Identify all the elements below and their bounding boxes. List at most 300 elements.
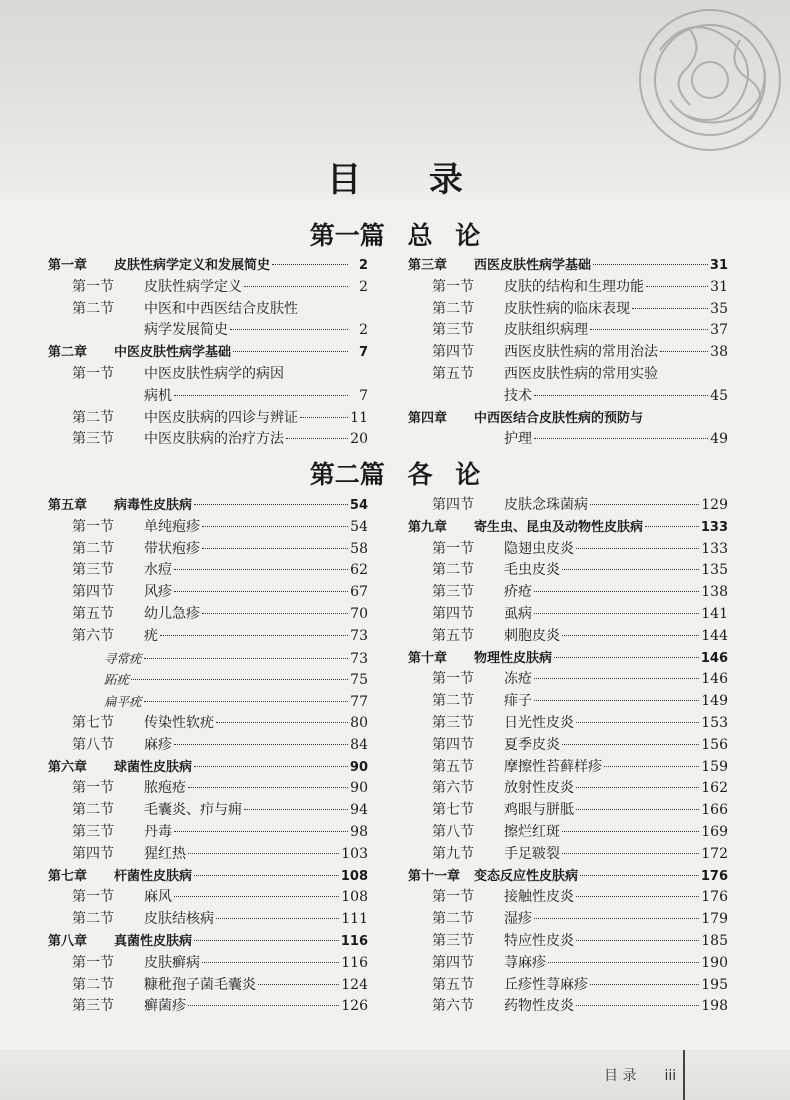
toc-entry-page: 179 [701,911,728,928]
toc-entry-number: 第十一章 [408,868,461,884]
toc-entry [408,560,728,582]
toc-entry-page: 62 [350,562,368,579]
toc-entry-page: 138 [701,584,728,601]
toc-entry-title: 虱病 [504,605,532,622]
toc-entry [408,364,728,386]
toc-entry-number: 第五节 [432,365,474,382]
toc-entry-title: 扁平疣 [104,694,142,710]
toc-entry-title: 护理 [504,431,532,448]
toc-entry [48,364,368,386]
toc-entry-number: 第一节 [72,954,114,971]
toc-entry-number: 第三节 [72,562,114,579]
toc-entry [408,604,728,626]
toc-entry-title: 脓疱疮 [144,780,186,797]
toc-entry-page: 103 [341,845,368,862]
toc-leader-dots [258,984,339,985]
toc-entry-page: 77 [350,694,368,711]
toc-entry [48,255,368,277]
toc-entry [408,386,728,408]
toc-entry-page: 146 [701,671,728,688]
toc-entry-number: 第七节 [72,714,114,731]
toc-entry-page: 185 [701,932,728,949]
toc-entry [408,648,728,670]
toc-entry-title: 西医皮肤性病学基础 [474,258,592,273]
toc-entry-page: 54 [350,518,368,535]
toc-entry-number: 第二章 [48,345,88,361]
toc-entry [48,866,368,888]
toc-entry-number: 第二节 [72,911,114,928]
toc-leader-dots [174,744,348,745]
toc-leader-dots [174,395,348,396]
toc-entry-title: 病学发展简史 [144,322,228,339]
toc-entry-title: 鸡眼与胼胝 [504,802,574,819]
toc-entry [408,909,728,931]
toc-entry-number: 第七节 [432,802,474,819]
toc-entry [48,517,368,539]
toc-entry-page: 126 [341,998,368,1015]
toc-entry-title: 寻常疣 [104,650,142,666]
toc-entry-title: 病机 [144,387,172,404]
toc-entry [408,255,728,277]
toc-leader-dots [188,853,339,854]
toc-entry-title: 中医皮肤病的四诊与辨证 [144,409,298,426]
toc-entry-number: 第一节 [72,780,114,797]
toc-entry-number: 第九节 [432,845,474,862]
toc-entry-page: 176 [701,889,728,906]
toc-entry [48,844,368,866]
toc-entry [48,277,368,299]
toc-leader-dots [144,658,348,659]
toc-entry-number: 第五节 [432,758,474,775]
toc-entry-title: 西医皮肤性病的常用实验 [504,365,658,382]
toc-entry-title: 摩擦性苔藓样疹 [504,758,602,775]
toc-entry-number: 第一节 [432,889,474,906]
toc-leader-dots [580,875,699,876]
toc-entry-page: 54 [349,498,368,513]
toc-leader-dots [230,329,348,330]
toc-entry-title: 疥疮 [504,584,532,601]
toc-entry-number: 第四节 [432,344,474,361]
toc-entry-page: 73 [350,650,368,667]
toc-leader-dots [144,701,348,702]
toc-leader-dots [576,896,699,897]
toc-entry-number: 第十章 [408,650,448,666]
toc-entry-page: 144 [701,627,728,644]
toc-entry-title: 中医和中西医结合皮肤性 [144,300,298,317]
toc-entry-title: 皮肤结核病 [144,911,214,928]
toc-entry-page: 159 [701,758,728,775]
toc-entry-page: 190 [701,954,728,971]
toc-leader-dots [244,286,348,287]
toc-entry-page: 135 [701,562,728,579]
toc-entry-number: 第三章 [408,258,448,273]
toc-entry [48,386,368,408]
toc-leader-dots [244,809,348,810]
toc-leader-dots [174,591,348,592]
toc-leader-dots [194,766,348,767]
toc-entry [408,342,728,364]
toc-entry-number: 第二节 [432,911,474,928]
toc-entry-page: 124 [341,976,368,993]
toc-entry [408,277,728,299]
toc-entry-number: 第二节 [72,802,114,819]
toc-leader-dots [576,722,699,723]
toc-entry-title: 皮肤性病学定义和发展简史 [114,258,271,273]
toc-entry-title: 皮肤性病的临床表现 [504,300,630,317]
toc-entry-title: 病毒性皮肤病 [114,498,193,513]
part-title-2: 第二篇 各 论 [309,460,481,489]
toc-entry [408,953,728,975]
toc-entry-page: 58 [350,540,368,557]
toc-entry-number: 第八节 [432,823,474,840]
toc-entry-number: 第二节 [432,300,474,317]
toc-entry-number: 第三节 [432,584,474,601]
toc-entry-number: 第四节 [432,497,474,513]
toc-entry-number: 第四节 [432,605,474,622]
toc-entry-page: 90 [350,780,368,797]
toc-leader-dots [562,635,699,636]
toc-entry-page: 67 [350,584,368,601]
toc-entry [48,560,368,582]
toc-entry-page: 162 [701,780,728,797]
toc-entry-page: 37 [710,322,728,339]
toc-entry [408,299,728,321]
toc-entry [408,822,728,844]
toc-entry-page: 195 [701,976,728,993]
toc-entry-title: 麻风 [144,889,172,906]
toc-entry-number: 第五节 [72,605,114,622]
toc-entry-title: 癣菌疹 [144,998,186,1015]
toc-entry-title: 隐翅虫皮炎 [504,540,574,557]
toc-leader-dots [160,635,348,636]
toc-entry-number: 第四节 [72,845,114,862]
toc-entry-number: 第一节 [432,671,474,688]
toc-leader-dots [202,962,339,963]
toc-entry-page: 2 [358,258,368,273]
toc-entry-page: 84 [350,736,368,753]
toc-entry-number: 第一节 [72,278,114,295]
toc-entry-title: 疣 [144,627,158,644]
toc-entry-page: 11 [350,409,368,426]
page-title: 目 录 [327,160,491,200]
toc-entry-title: 毛虫皮炎 [504,562,560,579]
toc-entry-title: 擦烂红斑 [504,823,560,840]
toc-leader-dots [590,329,708,330]
toc-entry-number: 第四节 [72,584,114,601]
toc-entry-page: 73 [350,627,368,644]
toc-entry-number: 第二节 [432,693,474,710]
toc-leader-dots [562,569,699,570]
part-title-1: 第一篇 总 论 [309,221,481,250]
toc-entry-page: 80 [350,714,368,731]
toc-entry-title: 中医皮肤病的治疗方法 [144,431,284,448]
toc-entry-page: 20 [350,431,368,448]
toc-entry-title: 夏季皮炎 [504,736,560,753]
toc-entry-number: 第三节 [72,998,114,1015]
toc-entry [48,429,368,451]
toc-leader-dots [590,984,699,985]
toc-entry [408,669,728,691]
toc-entry-number: 第二节 [72,540,114,557]
toc-entry-page: 31 [709,258,728,273]
toc-entry-page: 141 [701,605,728,622]
toc-entry-title: 冻疮 [504,671,532,688]
toc-entry-title: 幼儿急疹 [144,605,200,622]
toc-entry [48,778,368,800]
toc-leader-dots [272,264,348,265]
toc-entry-page: 156 [701,736,728,753]
toc-entry-number: 第一章 [48,258,88,273]
toc-leader-dots [576,548,699,549]
toc-leader-dots [660,351,708,352]
toc-entry-title: 中医皮肤性病学基础 [114,345,232,361]
toc-leader-dots [174,569,348,570]
toc-entry-number: 第四节 [432,736,474,753]
toc-leader-dots [548,962,699,963]
toc-entry [408,931,728,953]
toc-entry [408,757,728,779]
toc-entry [48,320,368,342]
toc-entry [48,539,368,561]
toc-entry [48,931,368,953]
toc-entry-title: 球菌性皮肤病 [114,759,193,775]
toc-entry-title: 变态反应性皮肤病 [474,868,579,884]
toc-entry-title: 真菌性皮肤病 [114,933,193,949]
toc-entry [48,495,368,517]
toc-entry-page: 149 [701,693,728,710]
toc-entry-title: 猩红热 [144,845,186,862]
toc-entry-title: 水痘 [144,562,172,579]
toc-leader-dots [534,678,699,679]
toc-entry-page: 98 [350,823,368,840]
toc-leader-dots [590,504,699,505]
toc-entry [408,866,728,888]
toc-entry-title: 接触性皮炎 [504,889,574,906]
toc-entry-title: 寄生虫、昆虫及动物性皮肤病 [474,519,644,535]
toc-entry [48,735,368,757]
toc-entry-number: 第三节 [72,431,114,448]
toc-leader-dots [562,744,699,745]
toc-entry-page: 45 [710,387,728,404]
toc-leader-dots [216,722,348,723]
toc-entry-number: 第六节 [432,780,474,797]
toc-entry-page: 2 [359,322,368,339]
toc-entry-number: 第九章 [408,519,448,535]
toc-leader-dots [562,853,699,854]
toc-entry-title: 风疹 [144,584,172,601]
toc-leader-dots [562,831,699,832]
toc-entry [408,429,728,451]
toc-leader-dots [202,526,348,527]
toc-entry-title: 带状疱疹 [144,540,200,557]
toc-entry-title: 放射性皮炎 [504,780,574,797]
toc-leader-dots [174,831,348,832]
toc-entry-page: 133 [700,519,728,535]
toc-entry-number: 第一节 [432,540,474,557]
toc-leader-dots [286,438,348,439]
toc-entry-title: 传染性软疣 [144,714,214,731]
toc-leader-dots [576,809,699,810]
toc-entry-title: 痱子 [504,693,532,710]
toc-entry-title: 单纯疱疹 [144,518,200,535]
toc-entry-title: 西医皮肤性病的常用治法 [504,344,658,361]
toc-entry-number: 第二节 [72,409,114,426]
toc-leader-dots [534,918,699,919]
toc-entry-number: 第七章 [48,868,88,884]
toc-entry-page: 70 [350,605,368,622]
toc-leader-dots [534,700,699,701]
toc-entry-title: 湿疹 [504,911,532,928]
toc-leader-dots [174,896,339,897]
toc-entry [408,735,728,757]
toc-entry-page: 169 [701,823,728,840]
toc-entry-number: 第四章 [408,410,448,426]
toc-entry [408,408,728,430]
toc-column-part1-right [408,255,728,451]
toc-entry [48,669,368,691]
toc-leader-dots [534,438,708,439]
toc-entry-page: 133 [701,540,728,557]
toc-entry [408,975,728,997]
toc-entry-number: 第二节 [432,562,474,579]
toc-leader-dots [534,395,708,396]
toc-entry-page: 146 [700,650,728,666]
toc-entry [408,996,728,1018]
toc-leader-dots [216,918,339,919]
toc-entry-page: 116 [340,933,368,949]
toc-entry-page: 94 [350,802,368,819]
toc-entry-title: 丘疹性荨麻疹 [504,976,588,993]
toc-leader-dots [645,526,699,527]
toc-entry-number: 第六节 [72,627,114,644]
toc-leader-dots [202,548,348,549]
toc-entry [48,342,368,364]
toc-entry-title: 皮肤念珠菌病 [504,497,588,513]
toc-entry-title: 中西医结合皮肤性病的预防与 [474,410,644,426]
toc-entry [48,800,368,822]
toc-entry-page: 108 [340,868,368,884]
toc-leader-dots [534,613,699,614]
footer-page-number: iii [664,1068,677,1084]
toc-entry-number: 第五节 [432,627,474,644]
toc-entry-page: 38 [710,344,728,361]
toc-entry-number: 第五章 [48,498,88,513]
toc-entry [48,626,368,648]
toc-entry-number: 第四节 [432,954,474,971]
toc-entry [48,691,368,713]
toc-entry-number: 第一节 [432,278,474,295]
toc-entry-page: 166 [701,802,728,819]
toc-entry [48,604,368,626]
toc-column-part1-left [48,255,368,451]
toc-entry [48,975,368,997]
toc-entry [48,953,368,975]
toc-leader-dots [188,1005,339,1006]
toc-entry-title: 跖疣 [104,672,130,688]
toc-leader-dots [646,286,708,287]
toc-leader-dots [576,940,699,941]
toc-entry-title: 药物性皮炎 [504,998,574,1015]
toc-entry [48,582,368,604]
toc-leader-dots [300,417,348,418]
toc-entry-title: 皮肤癣病 [144,954,200,971]
toc-entry-title: 刺胞皮炎 [504,627,560,644]
toc-entry [408,539,728,561]
toc-entry-page: 108 [341,889,368,906]
toc-leader-dots [188,787,348,788]
toc-leader-dots [534,591,699,592]
toc-entry [408,582,728,604]
toc-entry [408,800,728,822]
toc-entry [48,408,368,430]
toc-entry-number: 第二节 [72,976,114,993]
toc-entry-title: 糠秕孢子菌毛囊炎 [144,976,256,993]
toc-entry-title: 毛囊炎、疖与痈 [144,802,242,819]
toc-entry-number: 第八章 [48,933,88,949]
toc-entry-page: 116 [341,954,368,971]
toc-leader-dots [576,787,699,788]
toc-entry-number: 第六章 [48,759,88,775]
toc-leader-dots [194,940,339,941]
toc-entry [408,844,728,866]
toc-entry-page: 7 [358,345,368,361]
toc-entry-number: 第三节 [432,714,474,731]
toc-column-part2-left [48,495,368,1018]
toc-entry [48,996,368,1018]
toc-entry-page: 31 [710,278,728,295]
toc-entry [48,887,368,909]
toc-entry-page: 7 [359,387,368,404]
toc-entry-page: 2 [359,278,368,295]
toc-column-part2-right [408,495,728,1018]
toc-entry-title: 皮肤性病学定义 [144,278,242,295]
toc-entry-title: 荨麻疹 [504,954,546,971]
footer-divider [683,1050,685,1100]
toc-leader-dots [576,1005,699,1006]
toc-entry [408,517,728,539]
toc-entry-title: 皮肤的结构和生理功能 [504,278,644,295]
toc-entry [408,691,728,713]
toc-entry-title: 手足皲裂 [504,845,560,862]
toc-entry [408,887,728,909]
toc-entry-number: 第一节 [72,889,114,906]
toc-entry-number: 第三节 [432,322,474,339]
toc-entry [408,778,728,800]
toc-leader-dots [233,351,348,352]
toc-entry-title: 技术 [504,387,532,404]
toc-entry [48,648,368,670]
toc-entry-page: 35 [710,300,728,317]
toc-entry-title: 麻疹 [144,736,172,753]
toc-leader-dots [194,504,348,505]
toc-entry-number: 第三节 [72,823,114,840]
toc-entry-number: 第二节 [72,300,114,317]
toc-entry-number: 第六节 [432,998,474,1015]
toc-entry [408,320,728,342]
toc-entry-number: 第八节 [72,736,114,753]
toc-entry-number: 第一节 [72,365,114,382]
toc-entry-page: 172 [701,845,728,862]
toc-entry [48,822,368,844]
toc-entry [408,495,728,517]
toc-entry-page: 198 [701,998,728,1015]
toc-entry-page: 90 [349,759,368,775]
toc-entry-title: 丹毒 [144,823,172,840]
toc-entry-title: 日光性皮炎 [504,714,574,731]
toc-entry-number: 第三节 [432,932,474,949]
toc-leader-dots [632,308,708,309]
toc-entry-title: 特应性皮炎 [504,932,574,949]
